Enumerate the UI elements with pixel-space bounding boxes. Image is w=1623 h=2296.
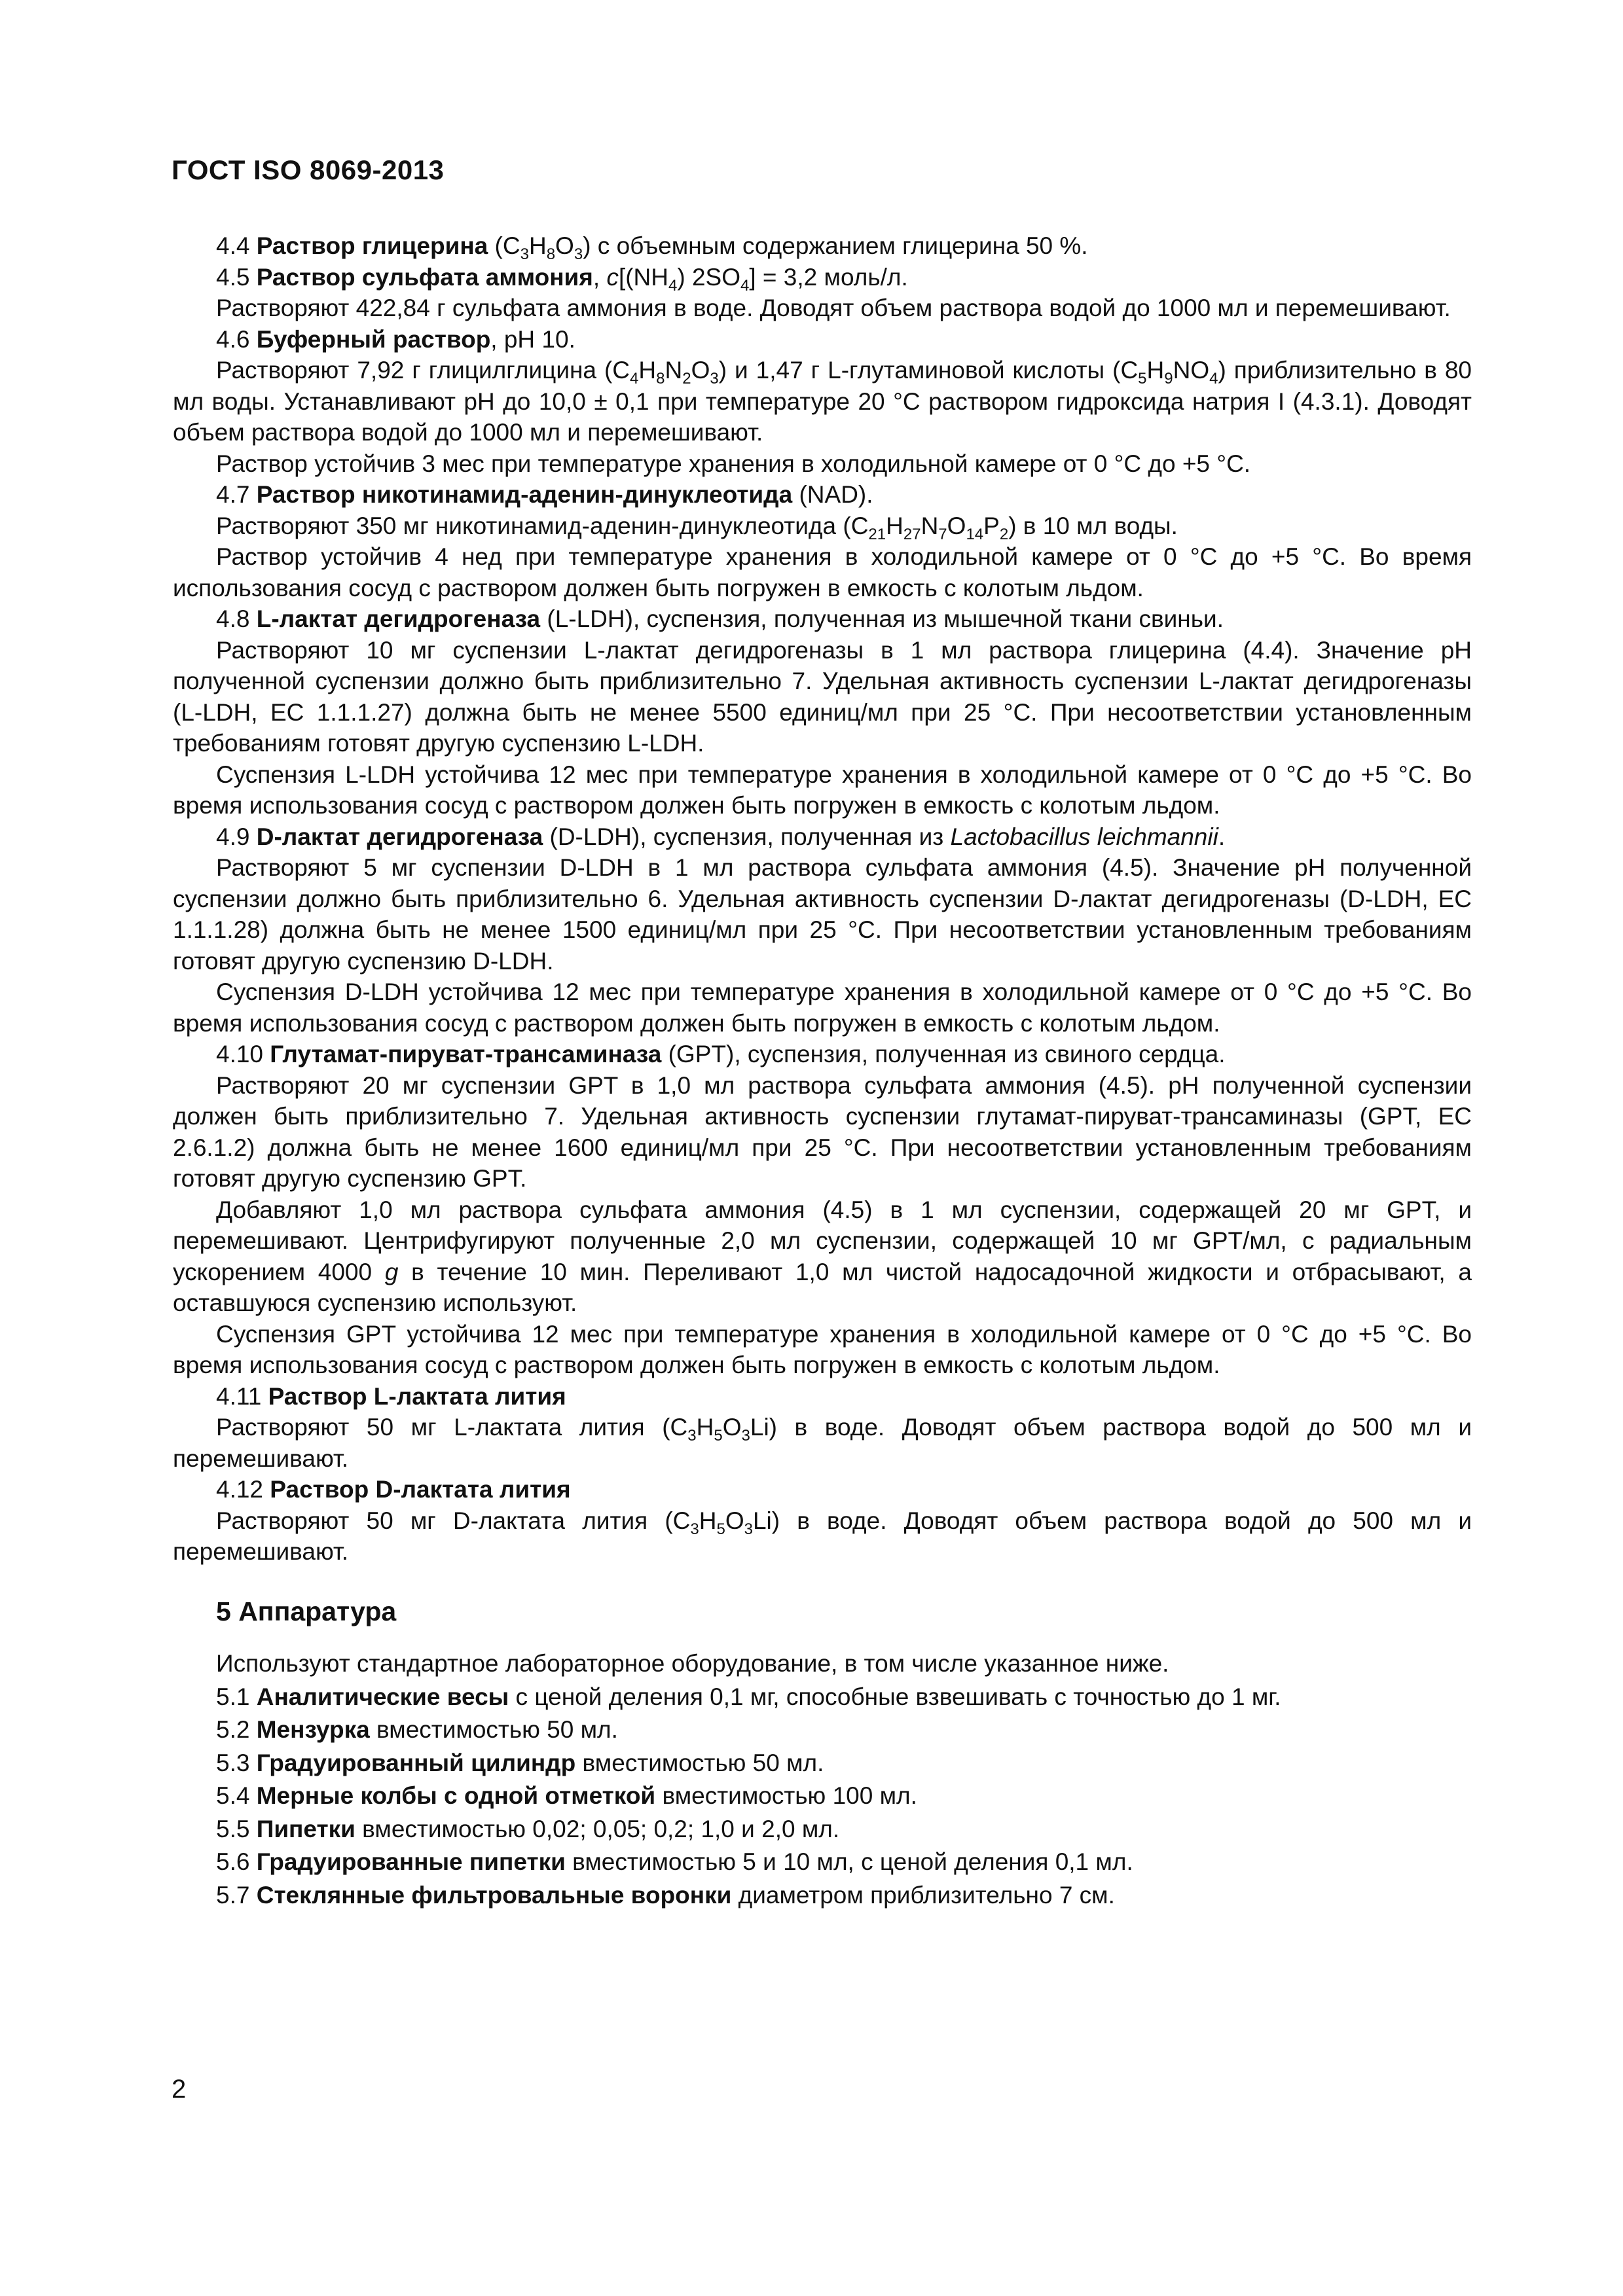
item-4-8: 4.8 L-лактат дегидрогеназа (L-LDH), суспензия, полученная из мышечной ткани свиньи. (216, 605, 1224, 632)
item-4-4: 4.4 Раствор глицерина $(C_3H_8O_3)$ с объемным содержанием глицерина 50 %. (216, 232, 1088, 263)
item-4-5-text: Растворяют 422,84 г сульфата аммония в воде. Доводят объем раствора водой до 1000 мл и перемешивают. (216, 295, 1451, 321)
item-4-10-text-2: Добавляют 1,0 мл раствора сульфата аммония (4.5) в 1 мл суспензии, содержащей 20 мг GPT, и перемешивают. Центрифугируют полученные 2,0 мл суспензии, содержащей 10 мг GPT/мл, с радиальным ускорением 4000 g в течение 10 мин. Переливают 1,0 мл чистой надосадочной жидкости и отбрасывают, а оставшуюся суспензию используют. (173, 1196, 1472, 1316)
item-4-5: 4.5 Раствор сульфата аммония, $c[(NH_4) 2SO_4] = 3,2$ моль/л. (216, 263, 908, 295)
item-4-7-text-2: Раствор устойчив 4 нед при температуре хранения в холодильной камере от 0 °C до +5 °C. Во время использования сосуд с раствором должен быть погружен в емкость с колотым льдом. (173, 543, 1472, 601)
standard-header: ГОСТ ISO 8069-2013 (172, 154, 445, 185)
list-item: 5.3 Градуированный цилиндр вместимостью 50 мл. (216, 1749, 824, 1776)
item-4-11-text: Растворяют 50 мг L-лактата лития $(C_3H_5O_3Li)$ в воде. Доводят объем раствора водой до 500 мл и перемешивают. (173, 1414, 1472, 1472)
list-item: 5.2 Мензурка вместимостью 50 мл. (216, 1716, 618, 1743)
list-item: 5.4 Мерные колбы с одной отметкой вместимостью 100 мл. (216, 1782, 917, 1809)
item-4-8-text-2: Суспензия L-LDH устойчива 12 мес при температуре хранения в холодильной камере от 0 °C до +5 °C. Во время использования сосуд с раствором должен быть погружен в емкость с колотым льдом. (173, 761, 1472, 819)
list-item: 5.5 Пипетки вместимостью 0,02; 0,05; 0,2; 1,0 и 2,0 мл. (216, 1815, 840, 1842)
item-4-9-text-2: Суспензия D-LDH устойчива 12 мес при температуре хранения в холодильной камере от 0 °C до +5 °C. Во время использования сосуд с раствором должен быть погружен в емкость с колотым льдом. (173, 978, 1472, 1037)
item-4-12-text: Растворяют 50 мг D-лактата лития $(C_3H_5O_3Li)$ в воде. Доводят объем раствора водой до 500 мл и перемешивают. (173, 1507, 1472, 1565)
list-item: 5.1 Аналитические весы с ценой деления 0,1 мг, способные взвешивать с точностью до 1 мг. (216, 1683, 1281, 1710)
item-4-7: 4.7 Раствор никотинамид-аденин-динуклеотида (NAD). (216, 481, 873, 508)
item-4-10-text-1: Растворяют 20 мг суспензии GPT в 1,0 мл раствора сульфата аммония (4.5). pH полученной суспензии должен быть приблизительно 7. Удельная активность суспензии глутамат-пируват-трансаминазы (GPT, EC 2.6.1.2) должна быть не менее 1600 единиц/мл при 25 °C. При несоответствии установленным требованиям готовят другую суспензию GPT. (173, 1071, 1472, 1192)
item-4-7-text-1: Растворяют 350 мг никотинамид-аденин-динуклеотида $(C_{21}H_{27}N_7O_{14}P_2)$ в 10 мл воды. (216, 512, 1178, 543)
item-4-6-text-2: Раствор устойчив 3 мес при температуре хранения в холодильной камере от 0 °C до +5 °C. (216, 450, 1251, 477)
item-4-6: 4.6 Буферный раствор, pH 10. (216, 325, 575, 353)
section-5-list (216, 1648, 1472, 1910)
item-4-10-text-3: Суспензия GPT устойчива 12 мес при температуре хранения в холодильной камере от 0 °C до +5 °C. Во время использования сосуд с раствором должен быть погружен в емкость с колотым льдом. (173, 1320, 1472, 1378)
section-5-title: 5 Аппаратура (216, 1596, 397, 1626)
list-item: 5.6 Градуированные пипетки вместимостью 5 и 10 мл, с ценой деления 0,1 мл. (216, 1848, 1133, 1875)
item-4-6-text-1: Растворяют 7,92 г глицилглицина $(C_4H_8N_2O_3)$ и 1,47 г L-глутаминовой кислоты $(C_5H_9NO_4)$ приблизительно в 80 мл воды. Устанавливают pH до 10,0 ± 0,1 при температуре 20 °C раствором гидроксида натрия I (4.3.1). Доводят объем раствора водой до 1000 мл и перемешивают. (173, 357, 1472, 446)
list-item: 5.7 Стеклянные фильтровальные воронки диаметром приблизительно 7 см. (216, 1881, 1115, 1909)
section-5-intro: Используют стандартное лабораторное оборудование, в том числе указанное ниже. (216, 1650, 1169, 1677)
page-number: 2 (172, 2075, 187, 2104)
item-4-12: 4.12 Раствор D-лактата лития (216, 1476, 571, 1503)
item-4-10: 4.10 Глутамат-пируват-трансаминаза (GPT), суспензия, полученная из свиного сердца. (216, 1041, 1226, 1067)
item-4-9: 4.9 D-лактат дегидрогеназа (D-LDH), суспензия, полученная из Lactobacillus leichmannii. (216, 823, 1226, 850)
item-4-11: 4.11 Раствор L-лактата лития (216, 1382, 566, 1410)
item-4-8-text-1: Растворяют 10 мг суспензии L-лактат дегидрогеназы в 1 мл раствора глицерина (4.4). Значение pH полученной суспензии должно быть приблизительно 7. Удельная активность суспензии L-лактат дегидрогеназы (L-LDH, EC 1.1.1.27) должна быть не менее 5500 единиц/мл при 25 °C. При несоответствии установленным требованиям готовят другую суспензию L-LDH. (173, 636, 1472, 757)
document-body (173, 230, 1472, 1912)
item-4-9-text-1: Растворяют 5 мг суспензии D-LDH в 1 мл раствора сульфата аммония (4.5). Значение pH полученной суспензии должно быть приблизительно 6. Удельная активность суспензии D-лактат дегидрогеназы (D-LDH, EC 1.1.1.28) должна быть не менее 1500 единиц/мл при 25 °C. При несоответствии установленным требованиям готовят другую суспензию D-LDH. (173, 854, 1472, 975)
